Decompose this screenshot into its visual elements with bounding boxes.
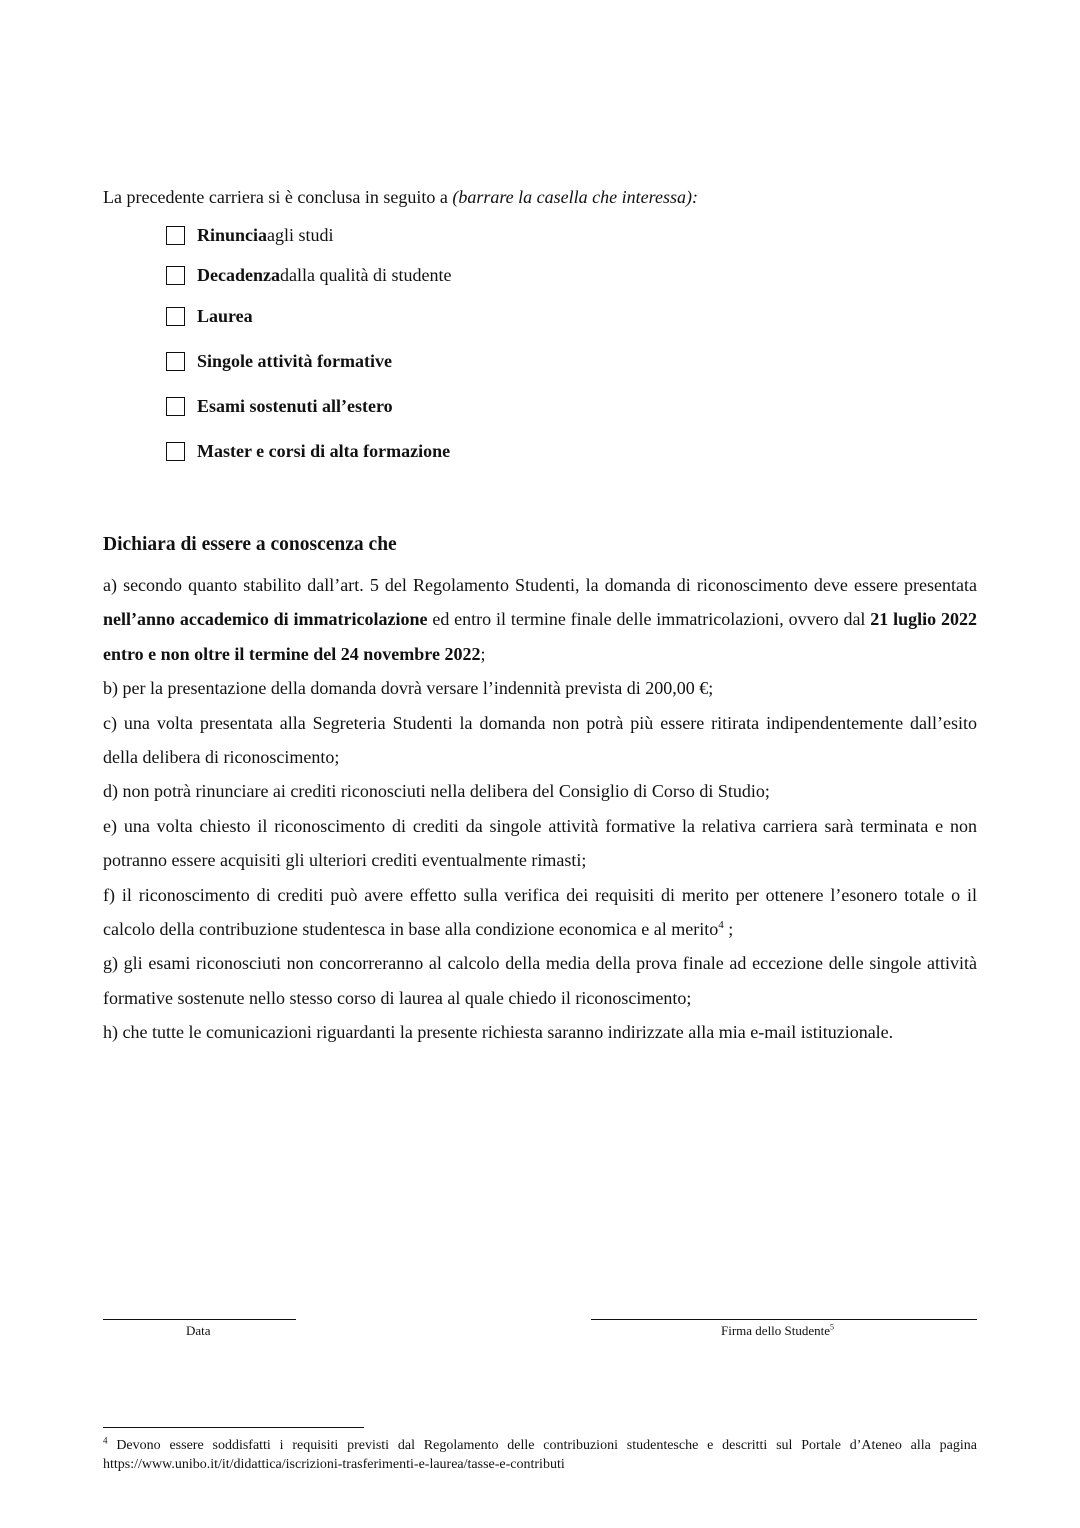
declaration-item-h: h) che tutte le comunicazioni riguardanti la presente richiesta saranno indirizzate alla mia e-mail istituzionale. [103, 1022, 894, 1043]
signature-label [721, 1323, 834, 1339]
signature-label-text: Firma dello Studente [721, 1323, 831, 1338]
option-label-bold: Decadenza [197, 264, 280, 285]
option-label-rest: agli studi [267, 224, 334, 245]
item-text: a) secondo quanto stabilito dall’art. 5 del Regolamento Studenti, la domanda di riconoscimento deve essere presentata [103, 575, 977, 595]
checkbox[interactable] [166, 307, 185, 326]
option-singole-attivita[interactable] [166, 348, 392, 374]
date-label: Data [186, 1323, 211, 1338]
declaration-item-b: b) per la presentazione della domanda dovrà versare l’indennità prevista di 200,00 €; [103, 678, 714, 699]
item-text: ed entro il termine finale delle immatricolazioni, ovvero dal [427, 609, 871, 630]
option-label-bold: Rinuncia [197, 224, 268, 245]
footnote-separator [103, 1427, 364, 1428]
option-label-bold: Laurea [197, 305, 253, 326]
footnote-ref: 5 [830, 1322, 835, 1332]
declaration-item-a [103, 568, 977, 671]
declaration-item-f [103, 878, 977, 947]
option-label-bold: Master e corsi di alta formazione [197, 440, 451, 461]
declaration-heading: Dichiara di essere a conoscenza che [103, 534, 397, 555]
item-text: f) il riconoscimento di crediti può avere effetto sulla verifica dei requisiti di merito per ottenere l’esonero totale o il calcolo della contribuzione studentesca in base alla condizione economica e al merito [103, 884, 977, 940]
item-text: ; [723, 919, 734, 940]
option-rinuncia[interactable] [166, 222, 334, 248]
signature-line[interactable] [591, 1319, 977, 1320]
checkbox[interactable] [166, 226, 185, 245]
checkbox[interactable] [166, 352, 185, 371]
option-label-bold: Esami sostenuti all’estero [197, 395, 393, 416]
item-text: ; [480, 643, 486, 664]
date-line[interactable] [103, 1319, 296, 1320]
footnote-text: Devono essere soddisfatti i requisiti previsti dal Regolamento delle contribuzioni studentesche e descritti sul Portale d’Ateneo alla pagina https://www.unibo.it/it/didattica/iscrizioni-trasferimenti-e-laurea/tasse-e-contributi [103, 1438, 977, 1472]
checkbox[interactable] [166, 442, 185, 461]
option-esami-estero[interactable] [166, 393, 393, 419]
footnote-number: 4 [103, 1435, 108, 1446]
declaration-item-e: e) una volta chiesto il riconoscimento di crediti da singole attività formative la relativa carriera sarà terminata e non potranno essere acquisiti gli ulteriori crediti eventualmente rimasti; [103, 815, 977, 871]
option-master[interactable] [166, 438, 450, 464]
declaration-item-c: c) una volta presentata alla Segreteria Studenti la domanda non potrà più essere ritirata indipendentemente dall’esito della delibera di riconoscimento; [103, 712, 977, 768]
checkbox[interactable] [166, 266, 185, 285]
option-label-bold: Singole attività formative [197, 350, 392, 371]
footnote-ref[interactable]: 4 [718, 919, 724, 932]
declaration-item-g: g) gli esami riconosciuti non concorreranno al calcolo della media della prova finale ad eccezione delle singole attività formative sostenute nello stesso corso di laurea al quale chiedo il riconoscimento; [103, 953, 977, 1008]
declaration-list [103, 568, 977, 1050]
checkbox[interactable] [166, 397, 185, 416]
item-text-bold: 21 luglio 2022 entro e non oltre il termine del 24 novembre 2022 [103, 609, 978, 664]
footnote [103, 1436, 977, 1474]
option-decadenza[interactable] [166, 262, 451, 288]
intro-sentence [103, 185, 698, 209]
declaration-item-d: d) non potrà rinunciare ai crediti riconosciuti nella delibera del Consiglio di Corso di Studio; [103, 781, 770, 802]
intro-text: La precedente carriera si è conclusa in seguito a [103, 187, 453, 207]
item-text-bold: nell’anno accademico di immatricolazione [103, 609, 428, 630]
intro-instruction: (barrare la casella che interessa): [452, 187, 698, 207]
option-laurea[interactable] [166, 303, 253, 329]
option-label-rest: dalla qualità di studente [279, 264, 452, 285]
